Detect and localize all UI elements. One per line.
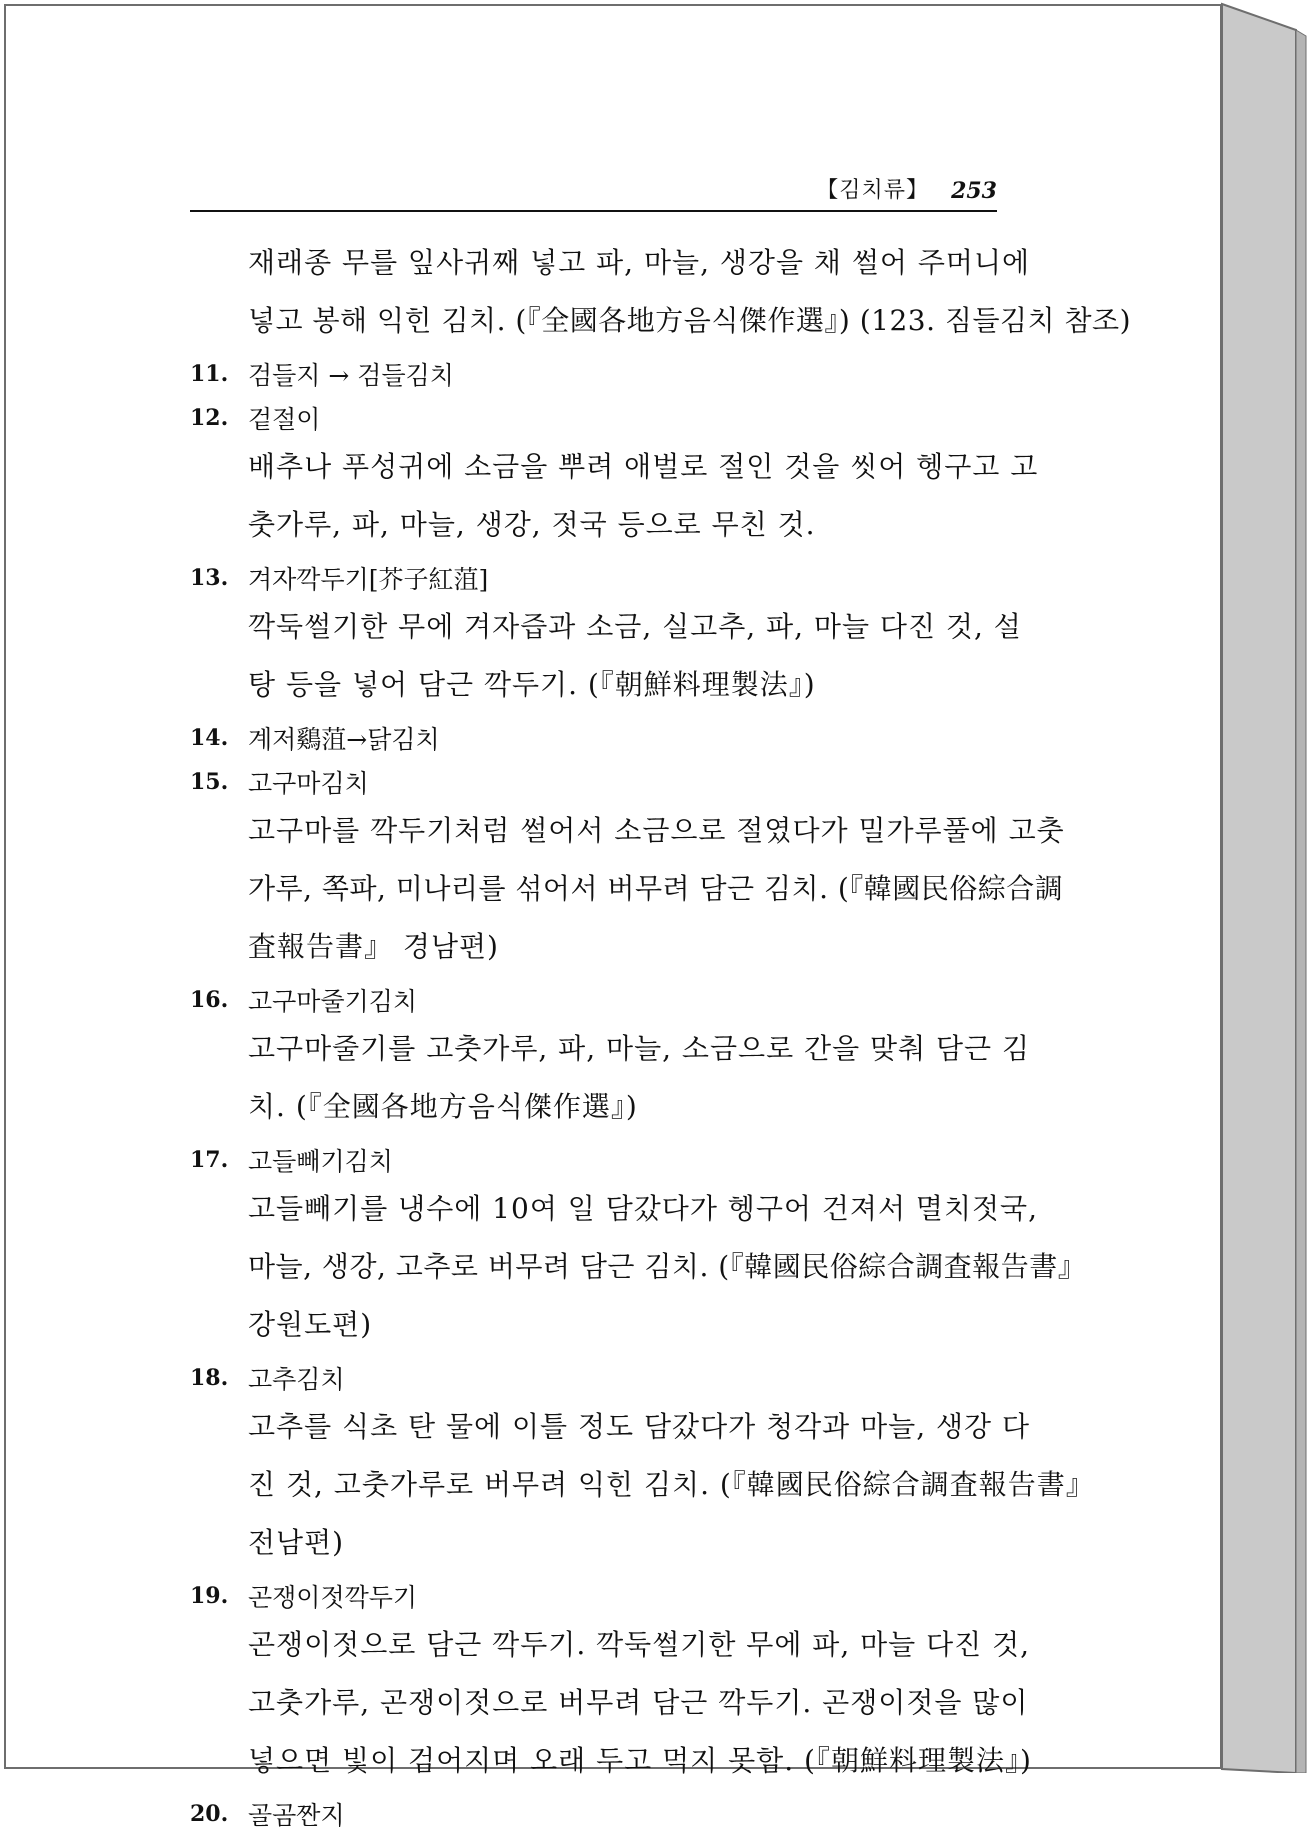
definition-line: 춧가루, 파, 마늘, 생강, 젓국 등으로 무친 것. (248, 508, 816, 541)
definition-line: 치. (『全國各地方음식傑作選』) (248, 1090, 638, 1123)
dictionary-entry (190, 557, 1022, 714)
definition-line: 고구마를 깍두기처럼 썰어서 소금으로 절였다가 밀가루풀에 고춧 (248, 814, 1065, 847)
entry-term: 골곰짠지 (248, 1800, 345, 1830)
entry-number: 18. (190, 1364, 229, 1391)
running-header (190, 172, 997, 212)
entry-term: 곤쟁이젓깍두기 (248, 1582, 418, 1612)
entry-heading (190, 397, 1000, 438)
definition-line: 전남편) (248, 1526, 345, 1559)
entry-heading (190, 1575, 1000, 1616)
definition-line: 깍둑썰기한 무에 겨자즙과 소금, 실고추, 파, 마늘 다진 것, 설 (248, 610, 1022, 643)
entry-term: 겨자깍두기[芥子紅菹] (248, 564, 489, 594)
dictionary-entry (190, 1357, 1095, 1572)
entry-number: 20. (190, 1800, 229, 1827)
dictionary-entry (190, 353, 1000, 394)
entry-definition (248, 1180, 1087, 1354)
dictionary-entry (190, 397, 1039, 554)
entry-term: 고구마줄기김치 (248, 986, 418, 1016)
entry-term: 고구마김치 (248, 768, 369, 798)
entry-number: 17. (190, 1146, 229, 1173)
entry-definition (248, 1020, 1031, 1136)
entry-term: 검들지 → 검들김치 (248, 360, 454, 390)
entry-term: 계저鷄菹→닭김치 (248, 724, 440, 754)
definition-line: 査報告書』 경남편) (248, 930, 499, 963)
entry-heading (190, 979, 1000, 1020)
dictionary-entry (190, 1139, 1087, 1354)
definition-line: 배추나 푸성귀에 소금을 뿌려 애벌로 절인 것을 씻어 헹구고 고 (248, 450, 1039, 483)
dictionary-entry (190, 761, 1065, 976)
entry-definition (248, 438, 1039, 554)
entry-number: 19. (190, 1582, 229, 1609)
entry-heading (190, 353, 1000, 394)
entry-term: 고들빼기김치 (248, 1146, 393, 1176)
entry-definition (248, 1398, 1095, 1572)
entry-heading (190, 717, 1000, 758)
definition-line: 넣으면 빛이 검어지며 오래 두고 먹지 못함. (『朝鮮料理製法』) (248, 1744, 1032, 1777)
entry-heading (190, 1793, 1000, 1834)
definition-line: 강원도편) (248, 1308, 373, 1341)
entry-heading (190, 557, 1000, 598)
section-title: 【김치류】 (816, 178, 930, 203)
entry-list (190, 234, 1132, 1834)
entry-heading (190, 761, 1000, 802)
definition-line: 고구마줄기를 고춧가루, 파, 마늘, 소금으로 간을 맞춰 담근 김 (248, 1032, 1031, 1065)
entry-definition (248, 802, 1065, 976)
definition-line: 고춧가루, 곤쟁이젓으로 버무려 담근 깍두기. 곤쟁이젓을 많이 (248, 1686, 1029, 1719)
definition-line: 넣고 봉해 익힌 김치. (『全國各地方음식傑作選』) (123. 짐들김치 참조) (248, 304, 1132, 337)
entry-definition (248, 598, 1022, 714)
page-number: 253 (951, 178, 997, 204)
entry-heading (190, 1357, 1000, 1398)
entry-number: 14. (190, 724, 229, 751)
entry-term: 고추김치 (248, 1364, 345, 1394)
definition-line: 가루, 쪽파, 미나리를 섞어서 버무려 담근 김치. (『韓國民俗綜合調 (248, 872, 1064, 905)
entry-definition (248, 234, 1132, 350)
definition-line: 진 것, 고춧가루로 버무려 익힌 김치. (『韓國民俗綜合調査報告書』 (248, 1468, 1095, 1501)
entry-number: 11. (190, 360, 229, 387)
definition-line: 재래종 무를 잎사귀째 넣고 파, 마늘, 생강을 채 썰어 주머니에 (248, 246, 1031, 279)
definition-line: 고추를 식초 탄 물에 이틀 정도 담갔다가 청각과 마늘, 생강 다 (248, 1410, 1031, 1443)
dictionary-entry (190, 979, 1031, 1136)
entry-term: 겉절이 (248, 404, 321, 434)
definition-line: 곤쟁이젓으로 담근 깍두기. 깍둑썰기한 무에 파, 마늘 다진 것, (248, 1628, 1031, 1661)
entry-number: 16. (190, 986, 229, 1013)
dictionary-entry (190, 1575, 1032, 1790)
dictionary-entry (190, 717, 1000, 758)
entry-number: 15. (190, 768, 229, 795)
entry-definition (248, 1616, 1032, 1790)
definition-line: 탕 등을 넣어 담근 깍두기. (『朝鮮料理製法』) (248, 668, 816, 701)
entry-number: 12. (190, 404, 229, 431)
dictionary-entry (190, 1793, 1000, 1834)
entry-number: 13. (190, 564, 229, 591)
definition-line: 고들빼기를 냉수에 10여 일 담갔다가 헹구어 건져서 멸치젓국, (248, 1192, 1038, 1225)
definition-line: 마늘, 생강, 고추로 버무려 담근 김치. (『韓國民俗綜合調査報告書』 (248, 1250, 1087, 1283)
entry-heading (190, 1139, 1000, 1180)
dictionary-entry (190, 234, 1132, 350)
